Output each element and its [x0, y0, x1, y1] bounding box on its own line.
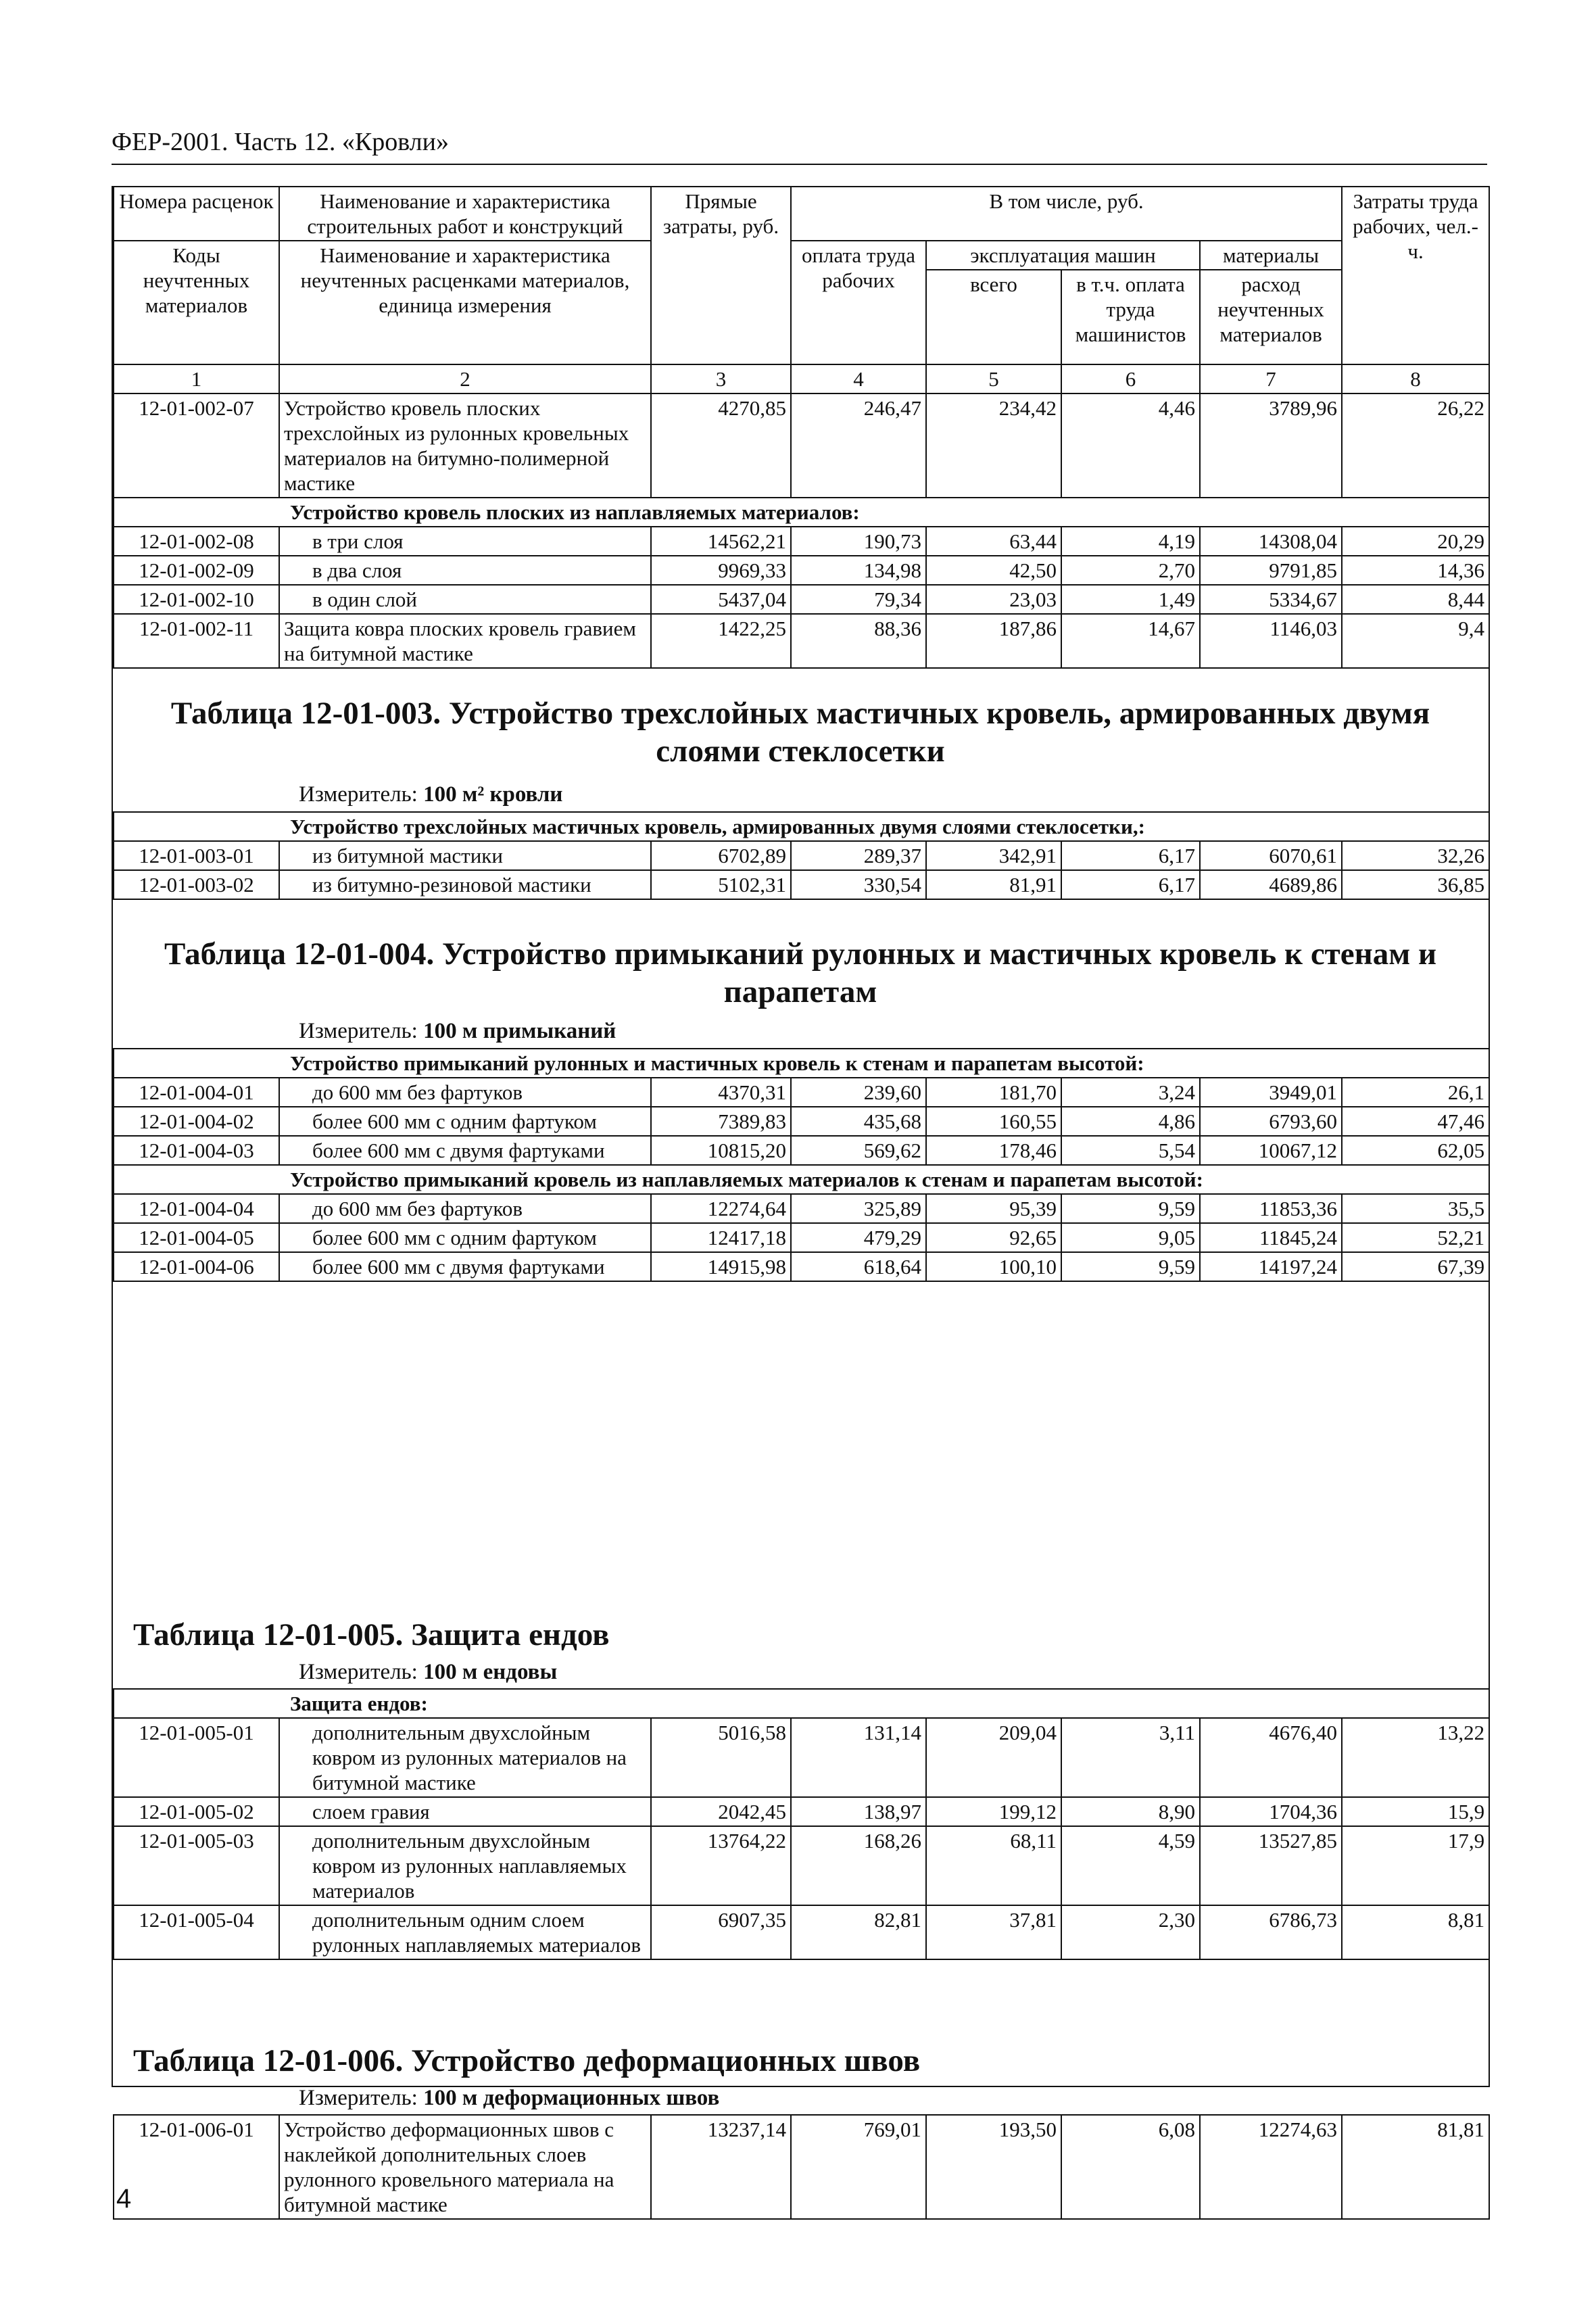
colnum: 5 — [926, 364, 1061, 393]
hdr-codes-bottom: Коды неучтенных материалов — [114, 241, 279, 364]
cell-value: 14197,24 — [1200, 1252, 1342, 1281]
cell-value: 4,19 — [1061, 527, 1200, 556]
section-heading: Устройство примыканий кровель из наплавляемых материалов к стенам и парапетам высотой: — [114, 1165, 1489, 1194]
cell-value: 12417,18 — [651, 1223, 791, 1252]
cell-value: 6,17 — [1061, 870, 1200, 899]
measure-value: 100 м примыканий — [423, 1019, 616, 1043]
cell-value: 4,59 — [1061, 1826, 1200, 1905]
table-005 — [113, 1688, 1490, 1960]
cell-value: 138,97 — [791, 1797, 926, 1826]
cell-value: 187,86 — [926, 614, 1061, 668]
cell-value: 100,10 — [926, 1252, 1061, 1281]
cell-value: 168,26 — [791, 1826, 926, 1905]
cell-value: 6786,73 — [1200, 1905, 1342, 1959]
colnum: 3 — [651, 364, 791, 393]
cell-value: 8,81 — [1342, 1905, 1489, 1959]
cell-value: 342,91 — [926, 841, 1061, 870]
measure-value: 100 м деформационных швов — [423, 2086, 720, 2110]
rate-code: 12-01-004-06 — [114, 1252, 279, 1281]
rate-name: слоем гравия — [279, 1797, 651, 1826]
section-heading: Защита ендов: — [114, 1689, 1489, 1718]
table-row — [114, 1905, 1489, 1959]
rate-name: Защита ковра плоских кровель гравием на битумной мастике — [279, 614, 651, 668]
table-row — [114, 870, 1489, 899]
measure-line — [299, 782, 562, 807]
cell-value: 3949,01 — [1200, 1078, 1342, 1107]
cell-value: 209,04 — [926, 1718, 1061, 1797]
cell-value: 23,03 — [926, 585, 1061, 614]
rate-name: в один слой — [279, 585, 651, 614]
running-header: ФЕР-2001. Часть 12. «Кровли» — [112, 128, 449, 156]
hdr-codes-top: Номера расценок — [114, 187, 279, 241]
cell-value: 92,65 — [926, 1223, 1061, 1252]
page-number: 4 — [116, 2184, 132, 2214]
cell-value: 4689,86 — [1200, 870, 1342, 899]
rate-code: 12-01-002-08 — [114, 527, 279, 556]
cell-value: 47,46 — [1342, 1107, 1489, 1136]
rate-code: 12-01-002-09 — [114, 556, 279, 585]
hdr-mach-total: всего — [926, 270, 1061, 364]
cell-value: 1,49 — [1061, 585, 1200, 614]
cell-value: 62,05 — [1342, 1136, 1489, 1165]
cell-value: 2042,45 — [651, 1797, 791, 1826]
table-row — [114, 527, 1489, 556]
measure-line — [299, 1660, 557, 1685]
measure-value: 100 м ендовы — [423, 1660, 558, 1684]
hdr-mach-wages: в т.ч. оплата труда машинистов — [1061, 270, 1200, 364]
cell-value: 3,11 — [1061, 1718, 1200, 1797]
table-row — [114, 1194, 1489, 1223]
cell-value: 1146,03 — [1200, 614, 1342, 668]
measure-label: Измеритель: — [299, 2086, 418, 2110]
cell-value: 7389,83 — [651, 1107, 791, 1136]
cell-value: 479,29 — [791, 1223, 926, 1252]
rate-code: 12-01-004-05 — [114, 1223, 279, 1252]
cell-value: 5334,67 — [1200, 585, 1342, 614]
cell-value: 6793,60 — [1200, 1107, 1342, 1136]
table-title: Таблица 12-01-005. Защита ендов — [133, 1617, 610, 1652]
cell-value: 1704,36 — [1200, 1797, 1342, 1826]
cell-value: 4270,85 — [651, 393, 791, 498]
cell-value: 13237,14 — [651, 2115, 791, 2219]
cell-value: 6,17 — [1061, 841, 1200, 870]
table-row — [114, 1107, 1489, 1136]
rate-code: 12-01-004-04 — [114, 1194, 279, 1223]
table-row — [114, 1078, 1489, 1107]
main-table — [113, 186, 1490, 669]
table-title: Таблица 12-01-004. Устройство примыканий рулонных и мастичных кровель к стенам и парапетам — [164, 936, 1437, 1009]
cell-value: 181,70 — [926, 1078, 1061, 1107]
table-row — [114, 393, 1489, 498]
colnum: 4 — [791, 364, 926, 393]
cell-value: 82,81 — [791, 1905, 926, 1959]
cell-value: 14915,98 — [651, 1252, 791, 1281]
cell-value: 14562,21 — [651, 527, 791, 556]
measure-label: Измеритель: — [299, 1019, 418, 1043]
table-004 — [113, 1048, 1490, 1282]
cell-value: 9969,33 — [651, 556, 791, 585]
cell-value: 68,11 — [926, 1826, 1061, 1905]
rate-name: дополнительным одним слоем рулонных наплавляемых материалов — [279, 1905, 651, 1959]
rate-code: 12-01-005-02 — [114, 1797, 279, 1826]
cell-value: 330,54 — [791, 870, 926, 899]
hdr-labor: Затраты труда рабочих, чел.-ч. — [1342, 187, 1489, 364]
cell-value: 325,89 — [791, 1194, 926, 1223]
cell-value: 239,60 — [791, 1078, 926, 1107]
table-row — [114, 2115, 1489, 2219]
cell-value: 8,90 — [1061, 1797, 1200, 1826]
cell-value: 9,05 — [1061, 1223, 1200, 1252]
measure-line — [299, 2086, 719, 2111]
rates-frame — [112, 186, 1490, 2216]
cell-value: 9,59 — [1061, 1252, 1200, 1281]
rate-name: из битумно-резиновой мастики — [279, 870, 651, 899]
rate-code: 12-01-002-07 — [114, 393, 279, 498]
section-heading: Устройство примыканий рулонных и мастичных кровель к стенам и парапетам высотой: — [114, 1049, 1489, 1078]
cell-value: 8,44 — [1342, 585, 1489, 614]
cell-value: 13,22 — [1342, 1718, 1489, 1797]
cell-value: 5016,58 — [651, 1718, 791, 1797]
cell-value: 95,39 — [926, 1194, 1061, 1223]
rate-code: 12-01-004-03 — [114, 1136, 279, 1165]
hdr-wages: оплата труда рабочих — [791, 241, 926, 364]
rate-code: 12-01-002-10 — [114, 585, 279, 614]
hdr-mat-unaccounted: расход неучтенных материалов — [1200, 270, 1342, 364]
cell-value: 193,50 — [926, 2115, 1061, 2219]
hdr-direct: Прямые затраты, руб. — [651, 187, 791, 364]
cell-value: 160,55 — [926, 1107, 1061, 1136]
cell-value: 14,67 — [1061, 614, 1200, 668]
table-003 — [113, 811, 1490, 900]
cell-value: 6907,35 — [651, 1905, 791, 1959]
cell-value: 5,54 — [1061, 1136, 1200, 1165]
cell-value: 81,81 — [1342, 2115, 1489, 2219]
section-heading: Устройство кровель плоских из наплавляемых материалов: — [114, 498, 1489, 527]
cell-value: 178,46 — [926, 1136, 1061, 1165]
hdr-machines: эксплуатация машин — [926, 241, 1200, 270]
cell-value: 4676,40 — [1200, 1718, 1342, 1797]
cell-value: 5102,31 — [651, 870, 791, 899]
rate-name: из битумной мастики — [279, 841, 651, 870]
cell-value: 63,44 — [926, 527, 1061, 556]
cell-value: 2,30 — [1061, 1905, 1200, 1959]
section-heading: Устройство трехслойных мастичных кровель, армированных двумя слоями стеклосетки,: — [114, 812, 1489, 841]
table-006 — [113, 2114, 1490, 2220]
cell-value: 42,50 — [926, 556, 1061, 585]
cell-value: 134,98 — [791, 556, 926, 585]
cell-value: 289,37 — [791, 841, 926, 870]
cell-value: 13764,22 — [651, 1826, 791, 1905]
rate-code: 12-01-003-02 — [114, 870, 279, 899]
rate-name: в три слоя — [279, 527, 651, 556]
hdr-name-top: Наименование и характеристика строительных работ и конструкций — [279, 187, 651, 241]
rate-name: Устройство кровель плоских трехслойных из рулонных кровельных материалов на битумно-полимерной мастике — [279, 393, 651, 498]
cell-value: 88,36 — [791, 614, 926, 668]
cell-value: 67,39 — [1342, 1252, 1489, 1281]
cell-value: 199,12 — [926, 1797, 1061, 1826]
rate-code: 12-01-005-04 — [114, 1905, 279, 1959]
cell-value: 11845,24 — [1200, 1223, 1342, 1252]
table-row — [114, 585, 1489, 614]
rate-name: Устройство деформационных швов с наклейкой дополнительных слоев рулонного кровельного материала на битумной мастике — [279, 2115, 651, 2219]
cell-value: 190,73 — [791, 527, 926, 556]
header-rule — [112, 164, 1487, 165]
cell-value: 12274,64 — [651, 1194, 791, 1223]
cell-value: 9,4 — [1342, 614, 1489, 668]
rate-name: более 600 мм с двумя фартуками — [279, 1136, 651, 1165]
cell-value: 131,14 — [791, 1718, 926, 1797]
colnum: 7 — [1200, 364, 1342, 393]
cell-value: 17,9 — [1342, 1826, 1489, 1905]
colnum: 2 — [279, 364, 651, 393]
rate-name: до 600 мм без фартуков — [279, 1194, 651, 1223]
cell-value: 4370,31 — [651, 1078, 791, 1107]
rate-code: 12-01-005-01 — [114, 1718, 279, 1797]
cell-value: 20,29 — [1342, 527, 1489, 556]
rate-code: 12-01-005-03 — [114, 1826, 279, 1905]
rate-code: 12-01-002-11 — [114, 614, 279, 668]
measure-label: Измеритель: — [299, 782, 418, 807]
table-row — [114, 556, 1489, 585]
cell-value: 14308,04 — [1200, 527, 1342, 556]
rate-code: 12-01-006-01 — [114, 2115, 279, 2219]
table-row — [114, 1223, 1489, 1252]
measure-value: 100 м² кровли — [423, 782, 563, 807]
cell-value: 2,70 — [1061, 556, 1200, 585]
cell-value: 81,91 — [926, 870, 1061, 899]
cell-value: 79,34 — [791, 585, 926, 614]
rate-code: 12-01-003-01 — [114, 841, 279, 870]
table-title: Таблица 12-01-003. Устройство трехслойных мастичных кровель, армированных двумя слоями стеклосетки — [170, 696, 1430, 769]
rate-name: более 600 мм с двумя фартуками — [279, 1252, 651, 1281]
cell-value: 26,1 — [1342, 1078, 1489, 1107]
cell-value: 36,85 — [1342, 870, 1489, 899]
table-row — [114, 1797, 1489, 1826]
cell-value: 1422,25 — [651, 614, 791, 668]
cell-value: 9791,85 — [1200, 556, 1342, 585]
cell-value: 10067,12 — [1200, 1136, 1342, 1165]
hdr-name-bottom: Наименование и характеристика неучтенных расценками материалов, единица измерения — [279, 241, 651, 364]
rate-name: более 600 мм с одним фартуком — [279, 1107, 651, 1136]
cell-value: 6,08 — [1061, 2115, 1200, 2219]
table-row — [114, 1826, 1489, 1905]
colnum: 8 — [1342, 364, 1489, 393]
rate-name: до 600 мм без фартуков — [279, 1078, 651, 1107]
table-row — [114, 1252, 1489, 1281]
colnum: 6 — [1061, 364, 1200, 393]
cell-value: 37,81 — [926, 1905, 1061, 1959]
cell-value: 4,46 — [1061, 393, 1200, 498]
cell-value: 3789,96 — [1200, 393, 1342, 498]
rate-name: дополнительным двухслойным ковром из рулонных наплавляемых материалов — [279, 1826, 651, 1905]
cell-value: 10815,20 — [651, 1136, 791, 1165]
cell-value: 9,59 — [1061, 1194, 1200, 1223]
cell-value: 769,01 — [791, 2115, 926, 2219]
cell-value: 3,24 — [1061, 1078, 1200, 1107]
measure-label: Измеритель: — [299, 1660, 418, 1684]
cell-value: 12274,63 — [1200, 2115, 1342, 2219]
cell-value: 52,21 — [1342, 1223, 1489, 1252]
cell-value: 435,68 — [791, 1107, 926, 1136]
table-row — [114, 1136, 1489, 1165]
cell-value: 14,36 — [1342, 556, 1489, 585]
table-row — [114, 614, 1489, 668]
rate-name: в два слоя — [279, 556, 651, 585]
cell-value: 13527,85 — [1200, 1826, 1342, 1905]
cell-value: 246,47 — [791, 393, 926, 498]
cell-value: 6702,89 — [651, 841, 791, 870]
cell-value: 32,26 — [1342, 841, 1489, 870]
colnum: 1 — [114, 364, 279, 393]
rate-code: 12-01-004-02 — [114, 1107, 279, 1136]
cell-value: 15,9 — [1342, 1797, 1489, 1826]
rate-name: более 600 мм с одним фартуком — [279, 1223, 651, 1252]
cell-value: 618,64 — [791, 1252, 926, 1281]
hdr-incl: В том числе, руб. — [791, 187, 1342, 241]
cell-value: 569,62 — [791, 1136, 926, 1165]
cell-value: 5437,04 — [651, 585, 791, 614]
measure-line — [299, 1019, 616, 1044]
cell-value: 234,42 — [926, 393, 1061, 498]
cell-value: 4,86 — [1061, 1107, 1200, 1136]
rate-name: дополнительным двухслойным ковром из рулонных материалов на битумной мастике — [279, 1718, 651, 1797]
cell-value: 6070,61 — [1200, 841, 1342, 870]
table-title: Таблица 12-01-006. Устройство деформационных швов — [133, 2043, 921, 2078]
cell-value: 11853,36 — [1200, 1194, 1342, 1223]
hdr-materials: материалы — [1200, 241, 1342, 270]
cell-value: 35,5 — [1342, 1194, 1489, 1223]
cell-value: 26,22 — [1342, 393, 1489, 498]
table-row — [114, 841, 1489, 870]
table-row — [114, 1718, 1489, 1797]
rate-code: 12-01-004-01 — [114, 1078, 279, 1107]
